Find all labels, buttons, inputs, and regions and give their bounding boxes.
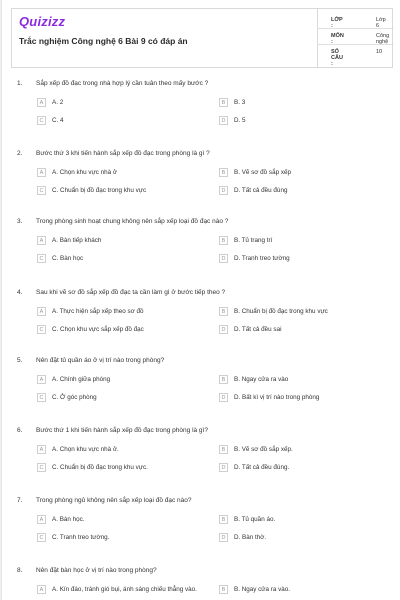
worksheet-page — [1, 0, 400, 600]
option-letter-box: B — [219, 445, 228, 454]
option-letter-box: B — [219, 585, 228, 594]
option-letter-box: C — [37, 463, 46, 472]
option-text: C. Chuẩn bị đồ đạc trong khu vực. — [52, 464, 148, 471]
option-letter-box: B — [219, 515, 228, 524]
option-letter-box: A — [37, 445, 46, 454]
option-text: B. 3 — [234, 99, 246, 106]
option-text: D. Tranh treo tường — [234, 255, 290, 262]
option-text: D. Bất kì vị trí nào trong phòng — [234, 394, 320, 401]
option-text: A. Bàn học. — [52, 516, 85, 523]
meta-label: SỐ CÂU : — [331, 49, 343, 67]
option-text: B. Vẽ sơ đồ sắp xếp. — [234, 446, 293, 453]
option-text: D. Bàn thờ. — [234, 534, 267, 541]
option-text: B. Ngay cửa ra vào. — [234, 586, 291, 593]
option-letter-box: A — [37, 515, 46, 524]
option-letter-box: D — [219, 463, 228, 472]
option-text: A. Kín đáo, tránh gió bụi, ánh sáng chiếu thẳng vào. — [52, 586, 197, 593]
option-text: C. Tranh treo tường. — [52, 534, 110, 541]
question-number: 1. — [17, 80, 23, 87]
option-letter-box: D — [219, 393, 228, 402]
option-text: C. Bàn học — [52, 255, 84, 262]
meta-value: Lớp 6 — [376, 17, 386, 29]
option-letter-box: B — [219, 375, 228, 384]
question-number: 3. — [17, 218, 23, 225]
question-text: Sắp xếp đồ đạc trong nhà hợp lý cần tuân theo mấy bước ? — [36, 80, 209, 87]
option-letter-box: C — [37, 393, 46, 402]
question-text: Trong phòng ngủ không nên sắp xếp loại đồ đạc nào? — [36, 497, 192, 504]
divider — [318, 44, 394, 45]
option-text: D. 5 — [234, 117, 246, 124]
question-number: 8. — [17, 567, 23, 574]
question-text: Nên đặt bàn học ở vị trí nào trong phòng? — [36, 567, 157, 574]
meta-value: 10 — [376, 49, 383, 55]
option-letter-box: A — [37, 375, 46, 384]
option-letter-box: C — [37, 533, 46, 542]
option-letter-box: A — [37, 585, 46, 594]
option-text: C. Ở góc phòng — [52, 394, 97, 401]
option-letter-box: C — [37, 186, 46, 195]
option-letter-box: B — [219, 168, 228, 177]
option-text: B. Ngay cửa ra vào — [234, 376, 289, 383]
question-text: Bước thứ 1 khi tiến hành sắp xếp đồ đạc trong phòng là gì? — [36, 427, 208, 434]
meta-panel — [317, 9, 394, 67]
option-letter-box: A — [37, 168, 46, 177]
question-text: Sau khi vẽ sơ đồ sắp xếp đồ đạc ta cần làm gì ở bước tiếp theo ? — [36, 289, 226, 296]
option-text: A. Chọn khu vực nhà ở — [52, 169, 118, 176]
meta-label: MÔN : — [331, 33, 344, 45]
option-letter-box: A — [37, 307, 46, 316]
option-text: D. Tất cả đều đúng. — [234, 464, 290, 471]
question-text: Bước thứ 3 khi tiến hành sắp xếp đồ đạc trong phòng là gì ? — [36, 150, 210, 157]
question-number: 6. — [17, 427, 23, 434]
option-letter-box: A — [37, 236, 46, 245]
option-letter-box: D — [219, 186, 228, 195]
option-letter-box: D — [219, 254, 228, 263]
option-text: B. Chuẩn bị đồ đạc trong khu vực — [234, 308, 328, 315]
option-letter-box: B — [219, 236, 228, 245]
question-number: 2. — [17, 150, 23, 157]
quizizz-logo: Quizizz — [19, 14, 66, 29]
option-letter-box: D — [219, 116, 228, 125]
option-letter-box: A — [37, 98, 46, 107]
question-number: 5. — [17, 357, 23, 364]
question-text: Nên đặt tủ quần áo ở vị trí nào trong phòng? — [36, 357, 165, 364]
option-text: D. Tất cả đều đúng — [234, 187, 288, 194]
option-text: B. Vẽ sơ đồ sắp xếp — [234, 169, 291, 176]
option-letter-box: C — [37, 254, 46, 263]
option-text: D. Tất cả đều sai — [234, 326, 282, 333]
option-letter-box: B — [219, 307, 228, 316]
question-number: 7. — [17, 497, 23, 504]
option-text: C. Chuẩn bị đồ đạc trong khu vực — [52, 187, 147, 194]
option-text: A. Chọn khu vực nhà ở. — [52, 446, 119, 453]
option-text: A. Bàn tiếp khách — [52, 237, 102, 244]
option-letter-box: D — [219, 325, 228, 334]
option-text: B. Tủ quần áo. — [234, 516, 276, 523]
worksheet-title: Trắc nghiệm Công nghệ 6 Bài 9 có đáp án — [19, 36, 188, 46]
question-number: 4. — [17, 289, 23, 296]
meta-value: Công nghệ — [376, 33, 390, 45]
option-text: A. Chính giữa phòng — [52, 376, 111, 383]
option-text: A. Thực hiện sắp xếp theo sơ đồ — [52, 308, 144, 315]
question-text: Trong phòng sinh hoạt chung không nên sắp xếp loại đồ đạc nào ? — [36, 218, 229, 225]
option-letter-box: B — [219, 98, 228, 107]
option-text: C. Chọn khu vực sắp xếp đồ đạc — [52, 326, 144, 333]
option-text: B. Tủ trang trí — [234, 237, 273, 244]
option-letter-box: C — [37, 325, 46, 334]
option-text: C. 4 — [52, 117, 64, 124]
option-text: A. 2 — [52, 99, 64, 106]
option-letter-box: D — [219, 533, 228, 542]
worksheet-header — [11, 8, 393, 68]
divider — [318, 28, 394, 29]
option-letter-box: C — [37, 116, 46, 125]
meta-label: LỚP : — [331, 17, 343, 29]
